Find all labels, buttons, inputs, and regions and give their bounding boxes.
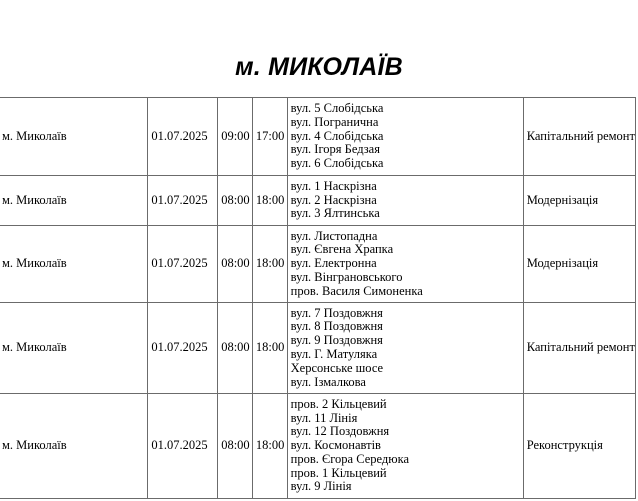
date-cell: 01.07.2025 — [148, 226, 218, 303]
street-item: пров. Василя Симоненка — [290, 283, 423, 298]
street-item: вул. 1 Наскрізна — [290, 178, 377, 193]
date-cell: 01.07.2025 — [148, 303, 218, 394]
table-row — [0, 303, 636, 394]
streets-cell — [287, 176, 523, 226]
end-time-cell: 17:00 — [252, 98, 287, 176]
work-type-cell: Модернізація — [523, 226, 635, 303]
street-item: пров. 2 Кільцевий — [290, 396, 387, 411]
city-cell: м. Миколаїв — [0, 176, 148, 226]
start-time-cell: 09:00 — [218, 98, 253, 176]
street-item: вул. 7 Поздовжня — [290, 305, 383, 320]
street-item: вул. Г. Матуляка — [290, 347, 378, 361]
page-title: м. МИКОЛАЇВ — [235, 53, 403, 81]
date-cell: 01.07.2025 — [148, 394, 218, 499]
streets-cell — [287, 226, 523, 303]
street-item: вул. Євгена Храпка — [290, 242, 394, 257]
streets-cell — [287, 394, 523, 499]
street-item: вул. 5 Слобідська — [290, 101, 384, 115]
city-cell: м. Миколаїв — [0, 98, 148, 176]
street-item: пров. Єгора Середюка — [290, 451, 410, 466]
work-type-cell: Капітальний ремонт — [523, 303, 635, 394]
city-cell: м. Миколаїв — [0, 394, 148, 499]
street-item: вул. Ігоря Бедзая — [290, 142, 380, 157]
streets-cell — [287, 303, 523, 394]
table-row — [0, 98, 636, 176]
street-item: вул. 11 Лінія — [290, 410, 358, 425]
start-time-cell: 08:00 — [218, 394, 253, 499]
end-time-cell: 18:00 — [252, 176, 287, 226]
street-item: вул. Ізмалкова — [290, 374, 366, 389]
outage-schedule-table — [0, 97, 636, 499]
street-item: вул. 9 Лінія — [290, 479, 352, 494]
date-cell: 01.07.2025 — [148, 176, 218, 226]
table-row — [0, 394, 636, 499]
city-cell: м. Миколаїв — [0, 303, 148, 394]
end-time-cell: 18:00 — [252, 303, 287, 394]
street-item: вул. 9 Поздовжня — [290, 333, 383, 348]
start-time-cell: 08:00 — [218, 303, 253, 394]
street-item: вул. 8 Поздовжня — [290, 319, 383, 334]
table-row — [0, 176, 636, 226]
street-item: вул. 6 Слобідська — [290, 156, 384, 171]
start-time-cell: 08:00 — [218, 176, 253, 226]
street-item: вул. Погранична — [290, 114, 379, 129]
work-type-cell: Модернізація — [523, 176, 635, 226]
date-cell: 01.07.2025 — [148, 98, 218, 176]
street-item: вул. 4 Слобідська — [290, 128, 384, 143]
street-item: вул. Листопадна — [290, 228, 378, 243]
table-row — [0, 226, 636, 303]
street-item: вул. Вінграновського — [290, 269, 403, 284]
work-type-cell: Капітальний ремонт — [523, 98, 635, 176]
streets-cell — [287, 98, 523, 176]
street-item: вул. Космонавтів — [290, 438, 381, 453]
street-item: Херсонське шосе — [290, 360, 384, 375]
work-type-cell: Реконструкція — [523, 394, 635, 499]
street-item: пров. 1 Кільцевий — [290, 465, 387, 480]
start-time-cell: 08:00 — [218, 226, 253, 303]
street-item: вул. 2 Наскрізна — [290, 192, 377, 207]
end-time-cell: 18:00 — [252, 394, 287, 499]
street-item: вул. 12 Поздовжня — [290, 424, 390, 439]
end-time-cell: 18:00 — [252, 226, 287, 303]
city-cell: м. Миколаїв — [0, 226, 148, 303]
street-item: вул. Електронна — [290, 256, 377, 271]
street-item: вул. 3 Ялтинська — [290, 206, 380, 221]
